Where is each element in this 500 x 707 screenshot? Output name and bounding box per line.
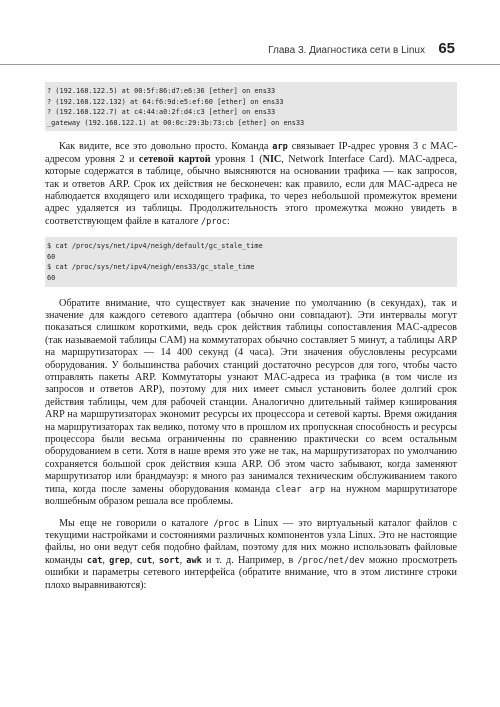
code-line: ? (192.168.122.7) at c4:44:a0:2f:d4:c3 [ether] on ens33 bbox=[47, 108, 276, 117]
paragraph bbox=[45, 518, 457, 592]
code-line: ? (192.168.122.5) at 00:5f:86:d7:e6:36 [ether] on ens33 bbox=[47, 87, 276, 95]
bold-term: NIC bbox=[262, 153, 282, 165]
text: и т. д. Например, в bbox=[201, 554, 298, 566]
inline-path: /proc bbox=[201, 216, 227, 227]
inline-command: clear arp bbox=[275, 484, 326, 495]
running-header bbox=[0, 40, 500, 65]
inline-command: cat bbox=[86, 555, 103, 566]
code-line: ? (192.168.122.132) at 64:f6:9d:e5:ef:60 [ether] on ens33 bbox=[47, 97, 284, 106]
inline-path: /proc/net/dev bbox=[297, 555, 365, 566]
inline-command: sort bbox=[158, 555, 180, 566]
code-block-gc-stale-time bbox=[45, 237, 457, 286]
text: : bbox=[226, 215, 230, 227]
inline-command: grep bbox=[109, 555, 130, 566]
inline-command: cut bbox=[136, 555, 153, 566]
code-line: $ cat /proc/sys/net/ipv4/neigh/ens33/gc_stale_time bbox=[47, 263, 255, 272]
text: Мы еще не говорили о каталоге bbox=[59, 517, 214, 529]
page-body bbox=[45, 80, 457, 592]
text: на нужном маршрутизаторе волшебным образом решала все проблемы. bbox=[45, 483, 458, 508]
text: , bbox=[129, 554, 137, 566]
text: Обратите внимание, что существует как значение по умолчанию (в секундах), так и значение для каждого сетевого адаптера (обычно они совпадают). Эти интервалы могут показаться слишком короткими, ведь срок действия таблицы сопоставления MAC-адресов (так называемой таблицы CAM) на коммутаторах обычно составляет 5 минут, а таблицы ARP на маршрутизаторах — 14 400 секунд (4 часа). Эти значения обусловлены ресурсами оборудования. У большинства рабочих станций достаточно ресурсов для того, чтобы часто отправлять пакеты ARP. Коммутаторы узнают MAC-адреса из трафика (в том числе из запросов и ответов ARP), поэтому для них имеет смысл установить более долгий срок действия таблицы, чем для рабочей станции. Аналогично длительный таймер кэширования ARP на маршрутизаторах экономит ресурсы их процессора и сетевой карты. Время ожидания на маршрутизаторах так велико, потому что в прошлом их пропускная способность и ресурсы процессора были весьма ограниченны по сравнению практически со всем остальным оборудованием в сети. Хотя в наше время это уже не так, на маршрутизаторах по умолчанию сохраняется большой срок действия кэша ARP. Об этом часто забывают, когда заменяют маршрутизатор или брандмауэр: я много раз занимался техническим обслуживанием такого типа, когда после замены оборудования команда bbox=[45, 297, 457, 495]
inline-command: awk bbox=[186, 555, 202, 566]
paragraph bbox=[45, 298, 457, 509]
text: Как видите, все это довольно просто. Команда bbox=[59, 141, 273, 153]
text: можно просмотреть ошибки и параметры сетевого интерфейса (обратите внимание, что в этом листинге строки плохо выравниваются): bbox=[45, 554, 458, 591]
code-block-arp-output bbox=[45, 82, 457, 131]
inline-path: /proc bbox=[213, 518, 240, 529]
code-line: 60 bbox=[47, 274, 56, 282]
paragraph bbox=[45, 141, 457, 228]
text: , Network Interface Card). MAC-адреса, которые содержатся в таблице, обычно выясняются на основании трафика — как запросов, так и ответов ARP. Срок их действия не бесконечен: как правило, если для MAC-адреса не наблюдается входящего или исходящего трафика, то через небольшой промежуток времени адрес удаляется из таблицы. Продолжительность этого промежутка можно увидеть в соответствующем файле в каталоге bbox=[45, 153, 458, 227]
page-number: 65 bbox=[438, 40, 455, 57]
text: , bbox=[102, 554, 110, 566]
text: в Linux — это виртуальный каталог файлов с текущими настройками и состояниями различных компонентов узла Linux. Это не настоящие файлы, но они ведут себя подобно файлам, поэтому для них можно использовать файловые команды bbox=[45, 517, 457, 566]
text: уровня 1 ( bbox=[210, 153, 263, 165]
text: связывает IP-адрес уровня 3 с MAC-адресом уровня 2 и bbox=[45, 141, 458, 165]
chapter-title: Глава 3. Диагностика сети в Linux bbox=[268, 45, 425, 56]
inline-command: arp bbox=[272, 142, 288, 153]
code-line: 60 bbox=[47, 252, 56, 261]
text: , bbox=[179, 554, 187, 566]
text: , bbox=[152, 554, 159, 566]
bold-term: сетевой картой bbox=[138, 153, 211, 165]
code-line: _gateway (192.168.122.1) at 00:0c:29:3b:73:cb [ether] on ens33 bbox=[47, 118, 305, 127]
code-line: $ cat /proc/sys/net/ipv4/neigh/default/gc_stale_time bbox=[47, 242, 263, 251]
